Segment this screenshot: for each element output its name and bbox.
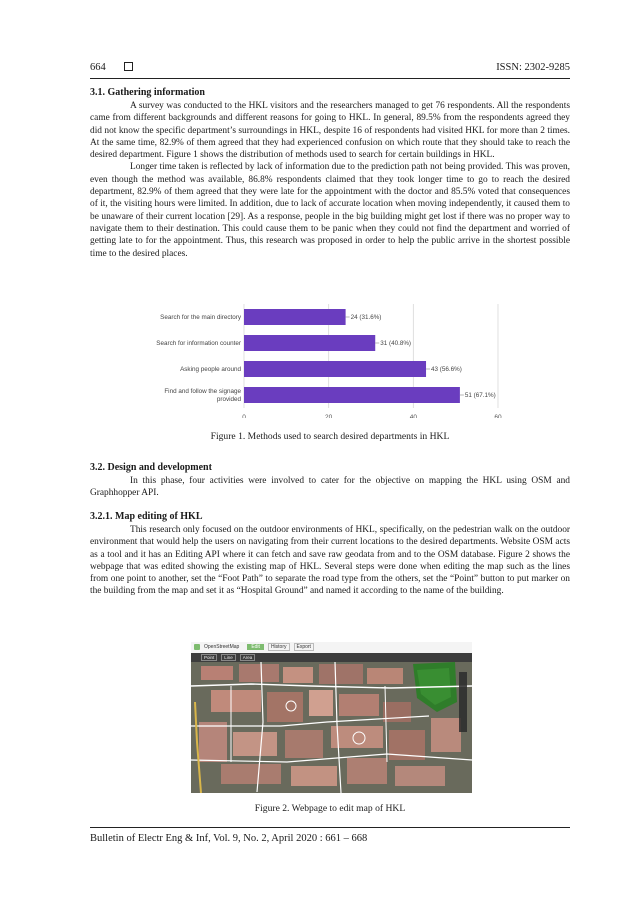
figure-2-screenshot: [191, 642, 472, 793]
category-label: Search for information counter: [156, 340, 241, 348]
bar: [244, 387, 460, 403]
section-3-2-heading: 3.2. Design and development: [90, 462, 212, 473]
paragraph: A survey was conducted to the HKL visitors and the researchers managed to get 76 respondents. All the respondents came from different backgrounds and different reasons for going to HKL. In general, 89.5% from the respondents agreed they did not know the specific department’s surroundings in HKL, despite 16 of respondents had visited HKL for more than 2 times. At the same time, 82.9% of them agreed that they had experienced confusion on which route that they should take to reach the desired department. Figure 1 shows the distribution of methods used to search for certain buildings in HKL.: [90, 101, 570, 161]
osm-map-view: [191, 642, 472, 793]
issn: ISSN: 2302-9285: [496, 62, 570, 73]
category-label: Asking people around: [180, 366, 241, 374]
value-label: 24 (31.6%): [350, 314, 382, 322]
figure-1-chart: [130, 302, 530, 418]
footer-rule: [90, 827, 570, 828]
edit-button[interactable]: Edit: [247, 644, 264, 650]
point-tool-button[interactable]: Point: [201, 654, 217, 661]
tab-export[interactable]: Export: [294, 643, 314, 651]
paragraph: This research only focused on the outdoor environments of HKL, specifically, on the pedestrian walk on the outdoor environment that would help the users on navigating from their current locations to the desired departments. Website OSM acts as a tool and it has an Editing API where it can fetch and save raw geodata from and to the OSM database. Figure 2 shows the webpage that was edited showing the existing map of HKL. Several steps were done when editing the map such as the lines from one point to another, set the “Foot Path” to separate the road type from the others, set the “Point” button to put marker on the building from the map and set it as “Hospital Ground” and named it according to the name of the building.: [90, 525, 570, 597]
figure-1-caption: Figure 1. Methods used to search desired departments in HKL: [210, 431, 450, 442]
category-label: Find and follow the signage provided: [164, 388, 241, 404]
x-tick-label: 40: [409, 414, 417, 418]
category-label: Search for the main directory: [160, 314, 241, 322]
figure-2-caption: Figure 2. Webpage to edit map of HKL: [254, 803, 406, 814]
x-tick-label: 20: [325, 414, 333, 418]
section-3-2-1-body: [90, 524, 570, 598]
bar: [244, 361, 426, 377]
paragraph: In this phase, four activities were involved to cater for the objective on mapping the HKL using OSM and Graphhopper API.: [90, 476, 570, 499]
bar: [244, 335, 375, 351]
footer-citation: Bulletin of Electr Eng & Inf, Vol. 9, No. 2, April 2020 : 661 – 668: [90, 833, 368, 844]
section-3-2-1-heading: 3.2.1. Map editing of HKL: [90, 511, 203, 522]
bar: [244, 309, 346, 325]
osm-app-name: OpenStreetMap: [204, 644, 240, 650]
paragraph: Longer time taken is reflected by lack of information due to the prediction path not being provided. This was proven, even though the method was available, 86.8% respondents claimed that they took longer time to go to reach the desired department, 82.9% of them agreed that they were late for the appointment with the doctor and 85.5% voted that consequences of it, the visiting hours were limited. In addition, due to lack of accurate location when moving independently, it caused them to be unaware of their current location [29]. As a response, people in the big building might get lost if there was no proper way to navigate them to their destination. This could cause them to be panic when they could not find the department and worried of getting late to for the appointment. Thus, this research was proposed in order to help the public arrive in the shortest possible time to the desired places.: [90, 162, 570, 259]
area-tool-button[interactable]: Area: [240, 654, 256, 661]
tab-history[interactable]: History: [268, 643, 290, 651]
x-tick-label: 60: [494, 414, 502, 418]
section-3-1-body: [90, 100, 570, 260]
page-number: 664: [90, 62, 106, 73]
square-icon: [124, 62, 133, 71]
line-tool-button[interactable]: Line: [221, 654, 236, 661]
section-3-1-heading: 3.1. Gathering information: [90, 87, 205, 98]
value-label: 43 (56.6%): [431, 366, 462, 374]
x-tick-label: 0: [242, 414, 246, 418]
header-rule: [90, 78, 570, 79]
value-label: 31 (40.8%): [380, 340, 412, 348]
value-label: 51 (67.1%): [464, 392, 496, 400]
osm-logo-icon: [194, 644, 200, 650]
section-3-2-body: [90, 475, 570, 500]
